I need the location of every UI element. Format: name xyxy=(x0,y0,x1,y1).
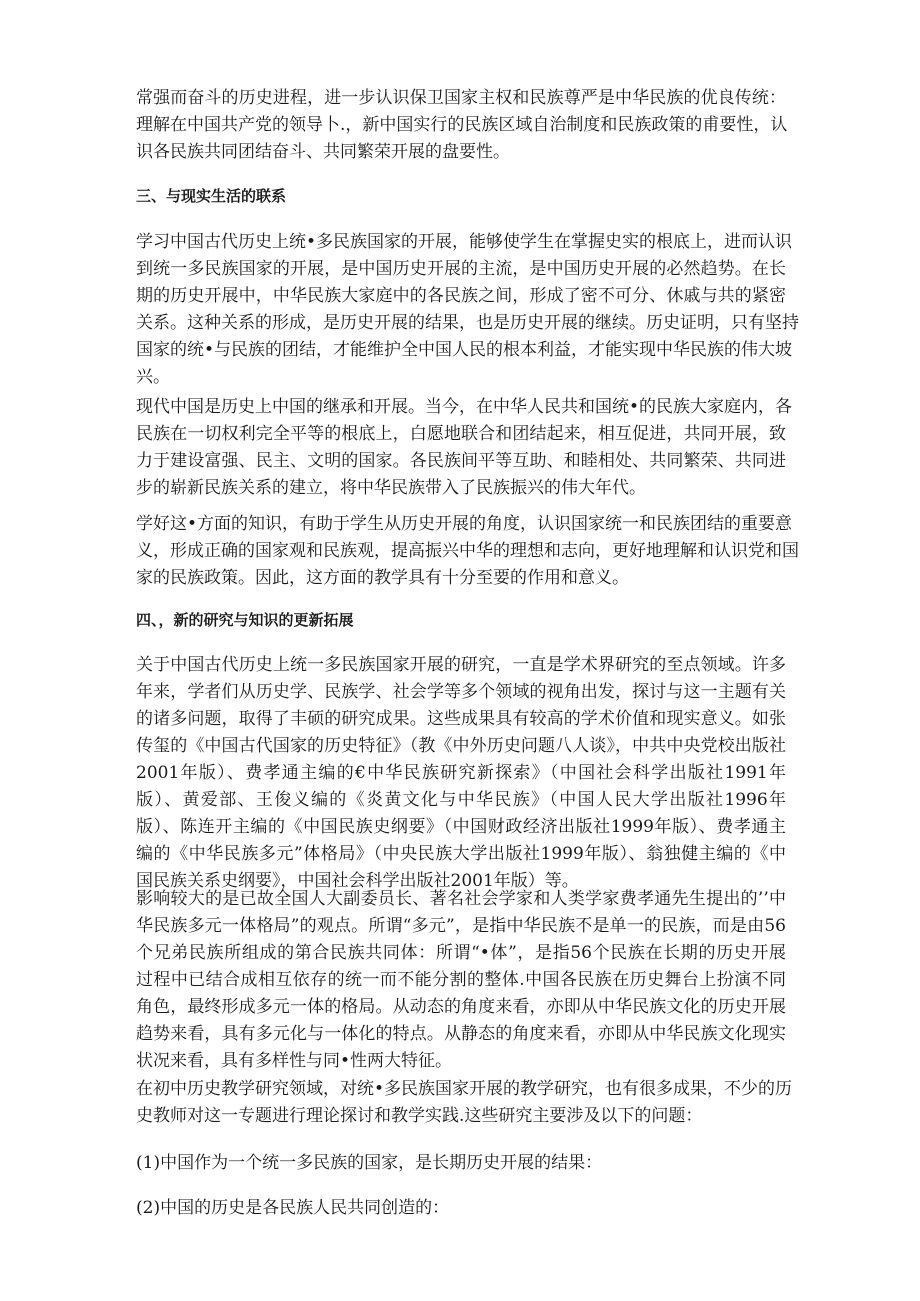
text-line: 到统一多民族国家的开展，是中国历史开展的主流，是中国历史开展的必然趋势。在长 xyxy=(136,259,786,279)
text-line: 2001年版）、费孝通主编的€中华民族研究新探索》（中国社会科学出版社1991年 xyxy=(136,763,786,783)
text-line: 传玺的《中国古代国家的历史特征》（教《中外历史问题八人谈》，中共中央党校出版社 xyxy=(136,736,786,756)
text-line: 国民族关系史纲要》，中国社会科学出版社2001年版）等。 xyxy=(136,871,579,891)
text-line: 版）、陈连开主编的《中国民族史纲要》（中国财政经济出版社1999年版）、费孝通主 xyxy=(136,817,786,837)
section-heading: 四、，新的研究与知识的更新拓展 xyxy=(136,611,354,629)
section3-paragraph-2 xyxy=(136,394,793,502)
text-line: 趋势来看，具有多元化与一体化的特点。从静态的角度来看，亦即从中华民族文化现实 xyxy=(136,1024,786,1044)
text-line: 过程中已结合成相互依存的统一而不能分割的整体.中国各民族在历史舞台上扮演不同 xyxy=(136,970,786,990)
text-line: 识各民族共同团结奋斗、共同繁荣开展的盘要性。 xyxy=(136,142,510,162)
text-line: 年来，学者们从历史学、民族学、社会学等多个领域的视角出发，探讨与这一主题有关 xyxy=(136,682,786,702)
text-line: 期的历史开展中，中华民族大家庭中的各民族之间，形成了密不可分、休戚与共的紧密 xyxy=(136,286,786,306)
text-line: 华民族多元一体格局”的观点。所谓“多元”，是指中华民族不是单一的民族，而是由56 xyxy=(136,916,786,936)
text-line: 编的《中华民族多元”体格局》（中央民族大学出版社1999年版）、翁独健主编的《中 xyxy=(136,844,786,864)
text-line: 现代中国是历史上中国的继承和开展。当今，在中华人民共和国统•的民族大家庭内，各 xyxy=(136,397,793,417)
text-line: 民族在一切权利完全平等的根底上，白愿地联合和团结起来，相互促进，共同开展，致 xyxy=(136,424,786,444)
list-item: (2)中国的历史是各民族人民共同创造的： xyxy=(136,1198,450,1218)
section4-paragraph-1 xyxy=(136,652,786,895)
text-line: 学习中国古代历史上统•多民族国家的开展，能够使学生在掌握史实的根底上，进而认识 xyxy=(136,232,793,252)
text-line: 状况来看，具有多样性与同•性两大特征。 xyxy=(136,1051,453,1071)
text-line: 家的民族政策。因此，这方面的教学具有十分至要的作用和意义。 xyxy=(136,568,629,588)
text-line: 影响较大的是已故全国人大副委员长、著名社会学家和人类学家费孝通先生提出的’’中 xyxy=(136,889,786,909)
text-line: 的诸多问题，取得了丰硕的研究成果。这些成果具有较高的学术价值和现实意义。如张 xyxy=(136,709,786,729)
text-line: 史教师对这一专题进行理论探讨和教学实践.这些研究主要涉及以下的问题： xyxy=(136,1106,703,1126)
text-line: 兴。 xyxy=(136,367,170,387)
text-line: 理解在中国共产党的领导卜.，新中国实行的民族区域自治制度和民族政策的甫要性，认 xyxy=(136,115,788,135)
text-line: 力于建设富强、民主、文明的国家。各民族间平等互助、和睦相处、共同繁荣、共同进 xyxy=(136,451,786,471)
text-line: 国家的统•与民族的团结，才能维护全中国人民的根本利益，才能实现中华民族的伟大坡 xyxy=(136,340,793,360)
text-line: 义，形成正确的国家观和民族观，提高振兴中华的理想和志向，更好地理解和认识党和国 xyxy=(136,541,799,561)
text-line: 学好这•方面的知识，有助于学生从历史开展的角度，认识国家统一和民族团结的重要意 xyxy=(136,514,793,534)
text-line: 个兄弟民族所组成的第合民族共同体：所谓“•体”，是指56个民族在长期的历史开展 xyxy=(136,943,786,963)
text-line: 角色，最终形成多元一体的格局。从动态的角度来看，亦即从中华民族文化的历史开展 xyxy=(136,997,786,1017)
text-line: 常强而奋斗的历史进程，进一步认识保卫国家主权和民族尊严是中华民族的优良传统： xyxy=(136,88,786,108)
section3-paragraph-1 xyxy=(136,229,799,391)
section-heading: 三、与现实生活的联系 xyxy=(136,187,287,205)
section3-paragraph-3 xyxy=(136,511,799,592)
section4-paragraph-2 xyxy=(136,886,786,1075)
text-line: 在初中历史教学研究领域，对统•多民族国家开展的教学研究，也有很多成果，不少的历 xyxy=(136,1079,793,1099)
list-item: (1)中国作为一个统一多民族的国家，是长期历史开展的结果： xyxy=(136,1153,603,1173)
intro-paragraph xyxy=(136,85,786,166)
text-line: 关系。这种关系的形成，是历史开展的结果，也是历史开展的继续。历史证明，只有坚持 xyxy=(136,313,799,333)
text-line: 版）、黄爱部、王俊义编的《炎黄文化与中华民族》（中国人民大学出版社1996年 xyxy=(136,790,786,810)
section4-paragraph-3 xyxy=(136,1076,793,1130)
text-line: 关于中国古代历史上统一多民族国家开展的研究，一直是学术界研究的至点领域。许多 xyxy=(136,655,786,675)
text-line: 步的崭新民族关系的建立，将中华民族带入了民族振兴的伟大年代。 xyxy=(136,478,646,498)
